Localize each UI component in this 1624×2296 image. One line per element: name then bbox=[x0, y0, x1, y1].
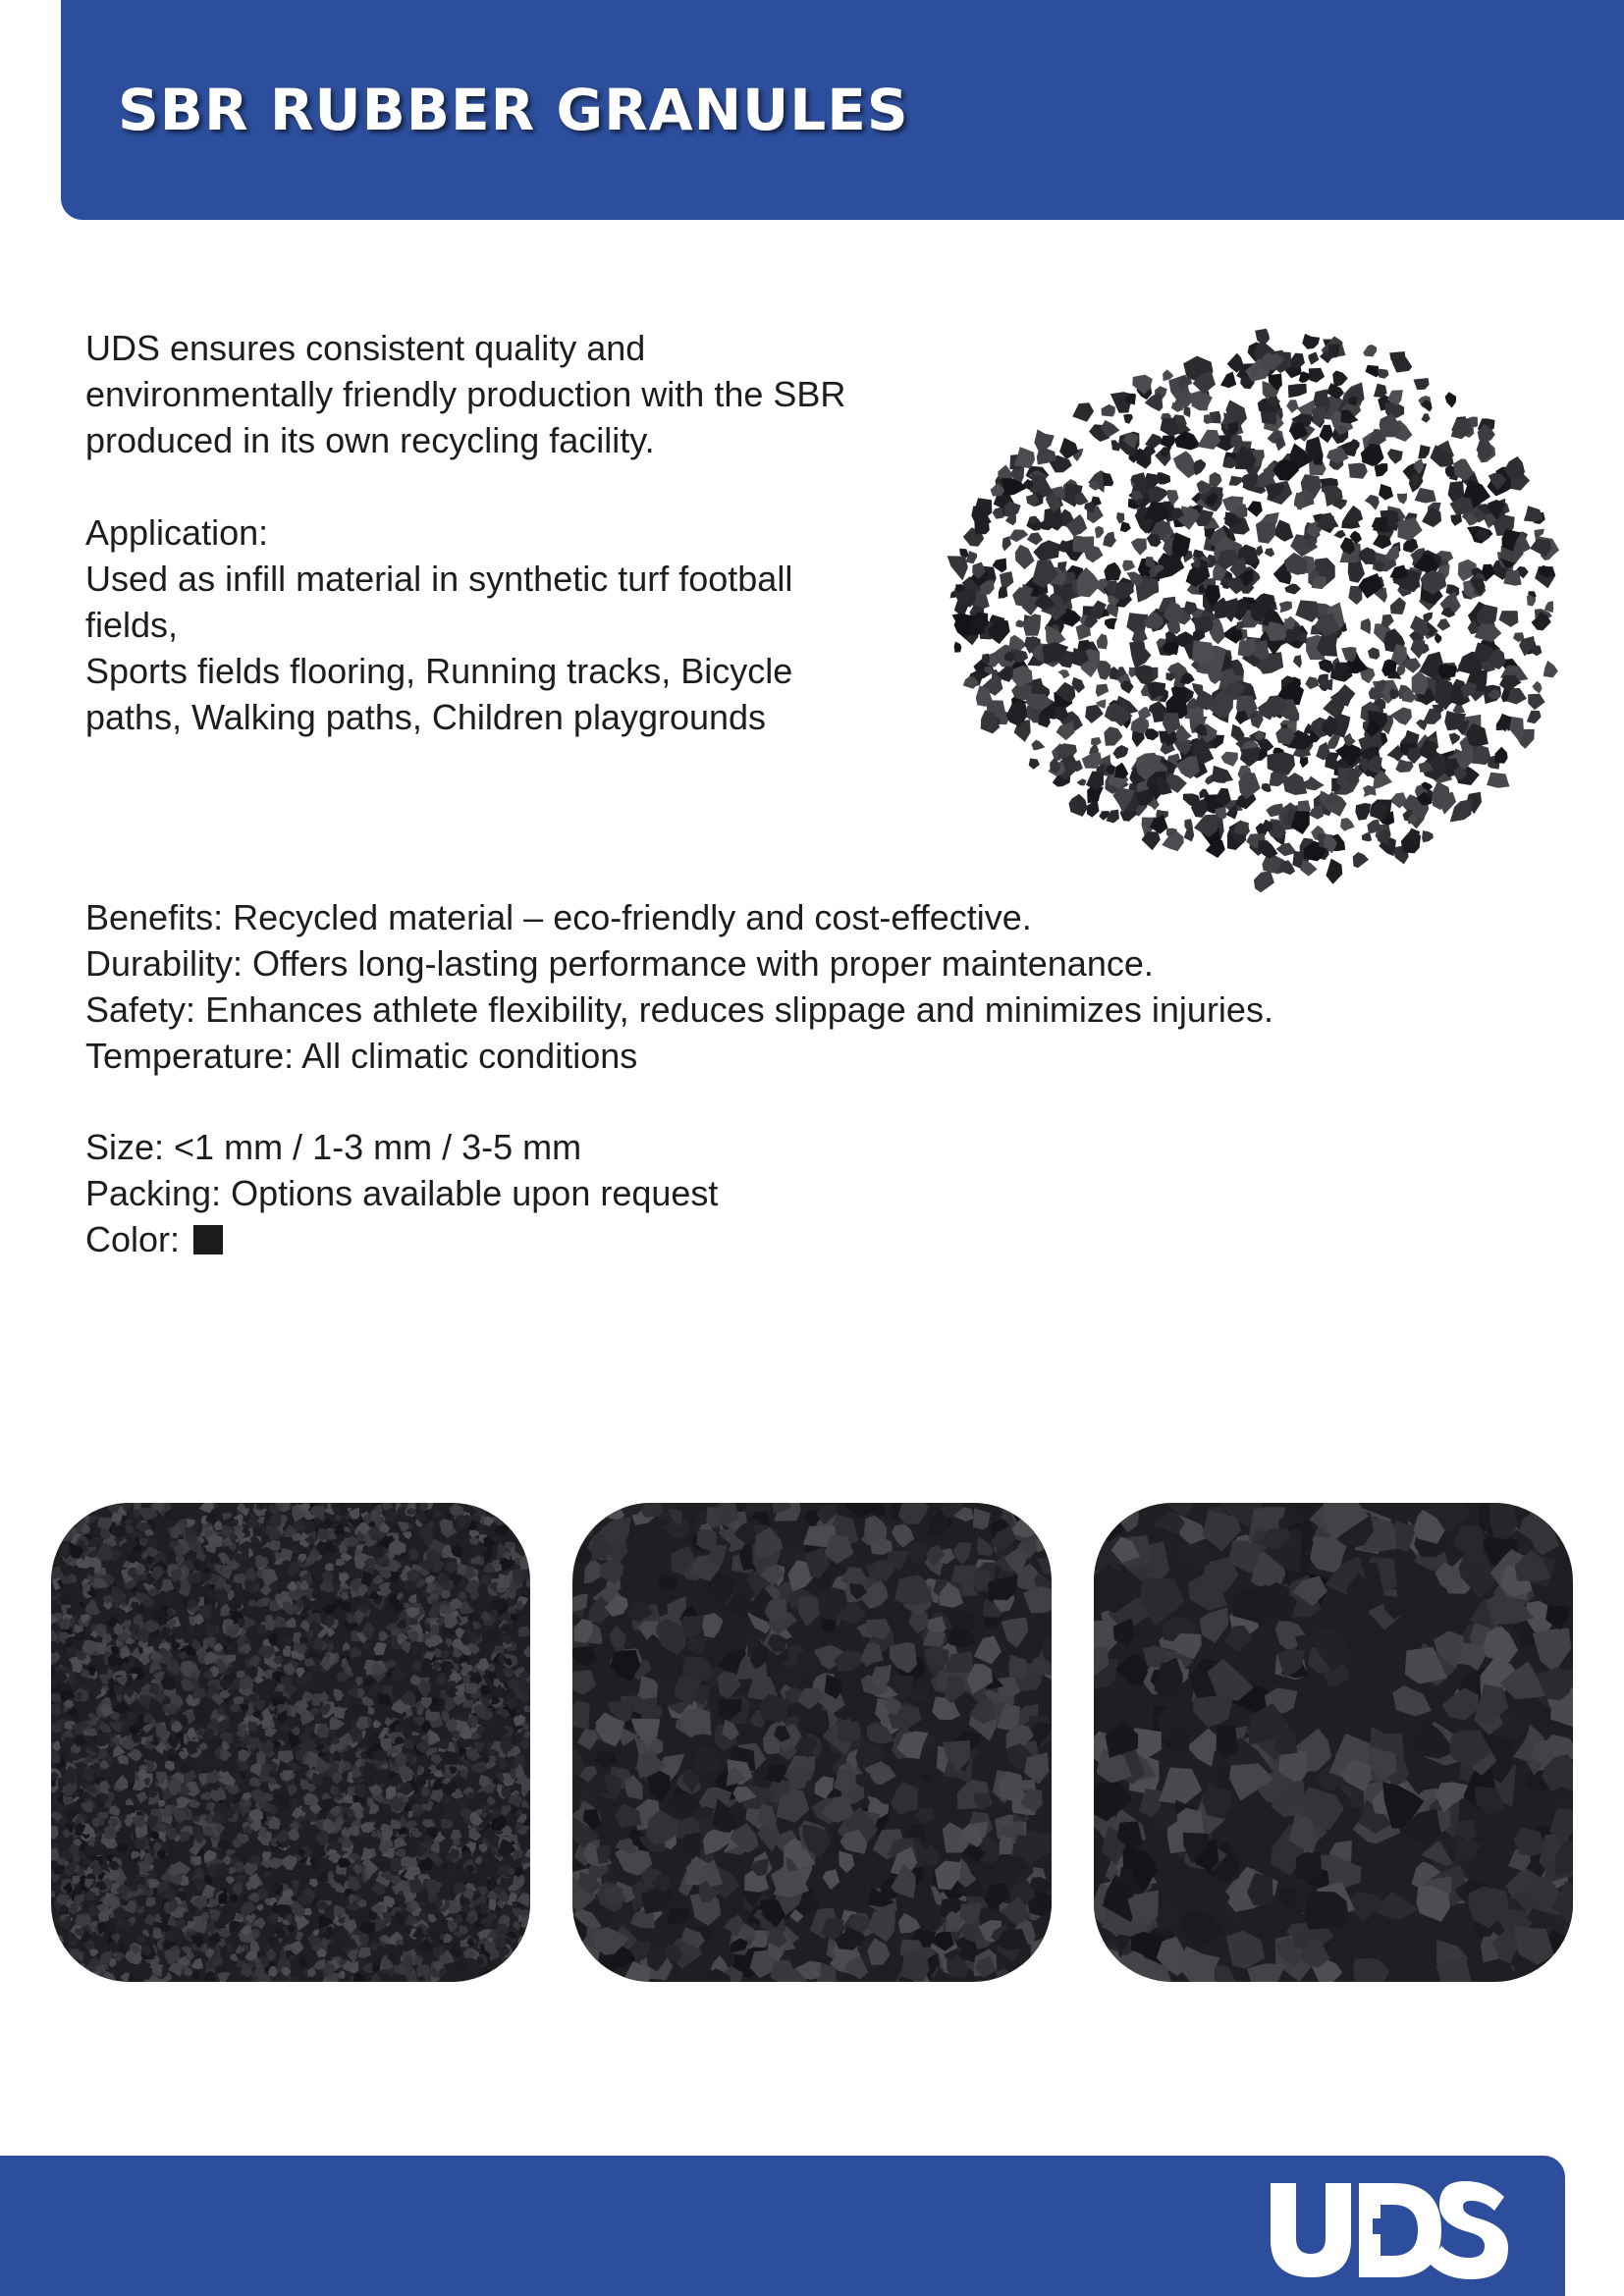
specs-section bbox=[85, 894, 1539, 1079]
page-title: SBR RUBBER GRANULES bbox=[118, 77, 909, 143]
application-line: paths, Walking paths, Children playgrounds bbox=[85, 697, 767, 737]
size-line: Size: <1 mm / 1-3 mm / 3-5 mm bbox=[85, 1127, 582, 1167]
intro-line: environmentally friendly production with the SBR bbox=[85, 374, 846, 414]
intro-line: produced in its own recycling facility. bbox=[85, 420, 655, 460]
granule-pile-image bbox=[933, 314, 1581, 923]
footer-banner bbox=[0, 2156, 1565, 2296]
color-label: Color: bbox=[85, 1219, 181, 1259]
safety-line: Safety: Enhances athlete flexibility, reduces slippage and minimizes injuries. bbox=[85, 989, 1273, 1030]
application-line: Used as infill material in synthetic turf football bbox=[85, 559, 793, 599]
uds-logo bbox=[1263, 2175, 1514, 2281]
benefits-line: Benefits: Recycled material – eco-friendly and cost-effective. bbox=[85, 897, 1032, 937]
intro-paragraph bbox=[85, 325, 949, 463]
medium-granules-illustration bbox=[572, 1503, 1052, 1982]
temperature-line: Temperature: All climatic conditions bbox=[85, 1036, 638, 1076]
details-section bbox=[85, 1124, 969, 1262]
medium-granules-image bbox=[572, 1503, 1052, 1982]
color-swatch bbox=[193, 1225, 223, 1255]
application-section bbox=[85, 509, 949, 740]
packing-line: Packing: Options available upon request bbox=[85, 1173, 719, 1213]
header-banner bbox=[61, 0, 1624, 220]
application-heading: Application: bbox=[85, 512, 269, 553]
granule-pile-illustration bbox=[933, 314, 1581, 923]
intro-line: UDS ensures consistent quality and bbox=[85, 328, 646, 368]
coarse-granules-illustration bbox=[1094, 1503, 1573, 1982]
application-line: fields, bbox=[85, 605, 179, 645]
uds-logo-mark bbox=[1263, 2175, 1514, 2281]
coarse-granules-image bbox=[1094, 1503, 1573, 1982]
durability-line: Durability: Offers long-lasting performance with proper maintenance. bbox=[85, 943, 1154, 984]
color-line bbox=[85, 1216, 969, 1262]
fine-granules-illustration bbox=[51, 1503, 530, 1982]
application-line: Sports fields flooring, Running tracks, Bicycle bbox=[85, 651, 793, 691]
fine-granules-image bbox=[51, 1503, 530, 1982]
